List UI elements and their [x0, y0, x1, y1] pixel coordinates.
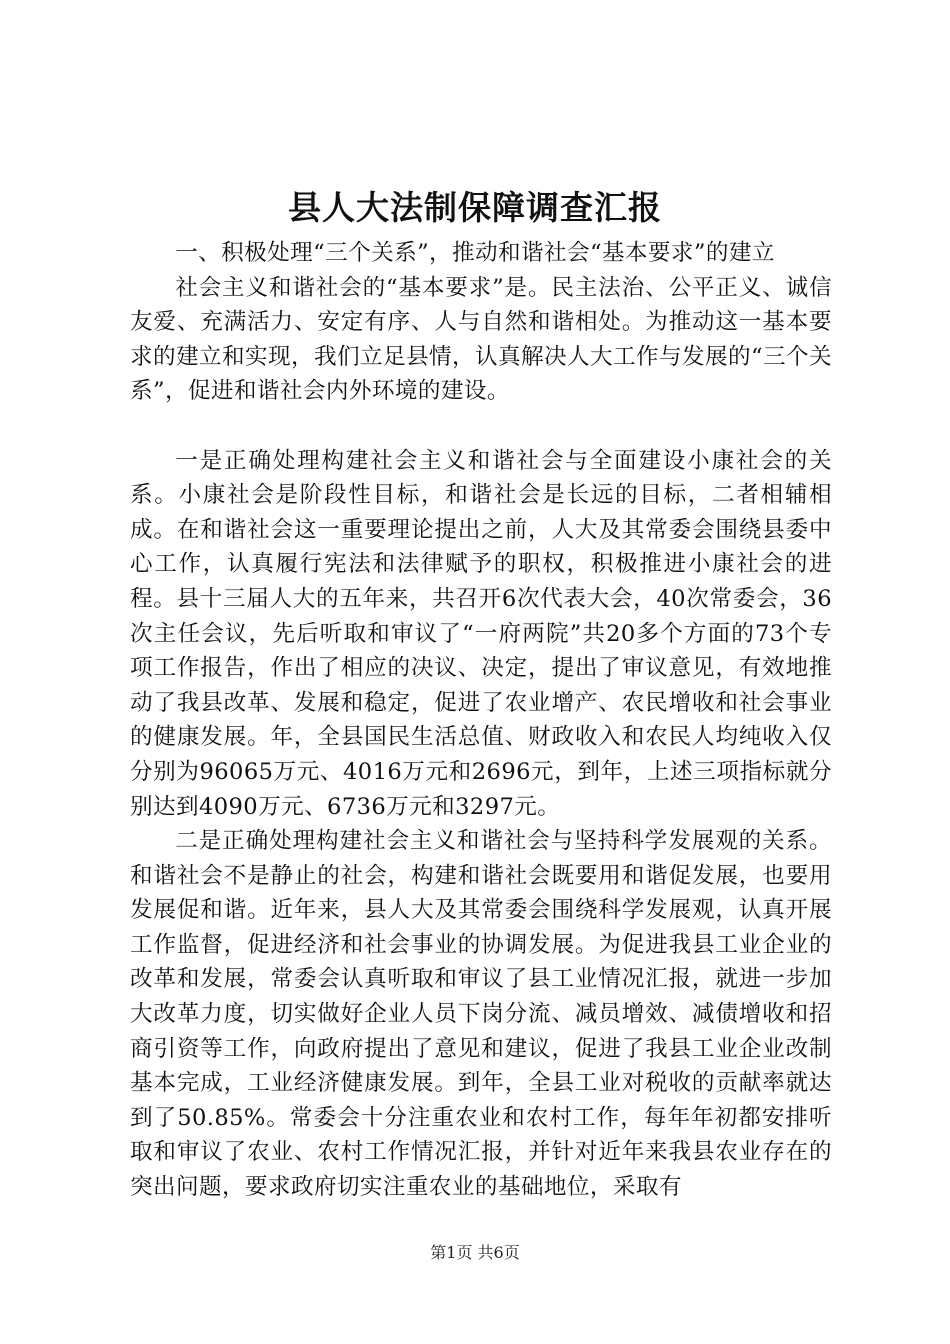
document-title: 县人大法制保障调查汇报 [288, 188, 662, 227]
section-heading: 一、积极处理“三个关系”，推动和谐社会“基本要求”的建立 [175, 240, 775, 266]
paragraph-first-relation: 一是正确处理构建社会主义和谐社会与全面建设小康社会的关系。小康社会是阶段性目标，和谐社会是长远的目标，二者相辅相成。在和谐社会这一重要理论提出之前，人大及其常委会围绕县委中心工作，认真履行宪法和法律赋予的职权，积极推进小康社会的进程。县十三届人大的五年来，共召开6次代表大会，40次常委会，36次主任会议，先后听取和审议了“一府两院”共20多个方面的73个专项工作报告，作出了相应的决议、决定，提出了审议意见，有效地推动了我县改革、发展和稳定，促进了农业增产、农民增收和社会事业的健康发展。年，全县国民生活总值、财政收入和农民人均纯收入仅分别为96065万元、4016万元和2696元，到年，上述三项指标就分别达到4090万元、6736万元和3297元。 [130, 447, 832, 820]
document-body [130, 236, 832, 1205]
page-number-footer: 第1页 共6页 [430, 1243, 520, 1262]
paragraph-intro: 社会主义和谐社会的“基本要求”是。民主法治、公平正义、诚信友爱、充满活力、安定有序、人与自然和谐相处。为推动这一基本要求的建立和实现，我们立足县情，认真解决人大工作与发展的“三个关系”，促进和谐社会内外环境的建设。 [130, 274, 832, 405]
paragraph-second-relation: 二是正确处理构建社会主义和谐社会与坚持科学发展观的关系。和谐社会不是静止的社会，构建和谐社会既要用和谐促发展，也要用发展促和谐。近年来，县人大及其常委会围绕科学发展观，认真开展工作监督，促进经济和社会事业的协调发展。为促进我县工业企业的改革和发展，常委会认真听取和审议了县工业情况汇报，就进一步加大改革力度，切实做好企业人员下岗分流、减员增效、减债增收和招商引资等工作，向政府提出了意见和建议，促进了我县工业企业改制基本完成，工业经济健康发展。到年，全县工业对税收的贡献率就达到了50.85%。常委会十分注重农业和农村工作，每年年初都安排听取和审议了农业、农村工作情况汇报，并针对近年来我县农业存在的突出问题，要求政府切实注重农业的基础地位，采取有 [130, 828, 832, 1201]
paragraph-spacer [130, 409, 832, 444]
